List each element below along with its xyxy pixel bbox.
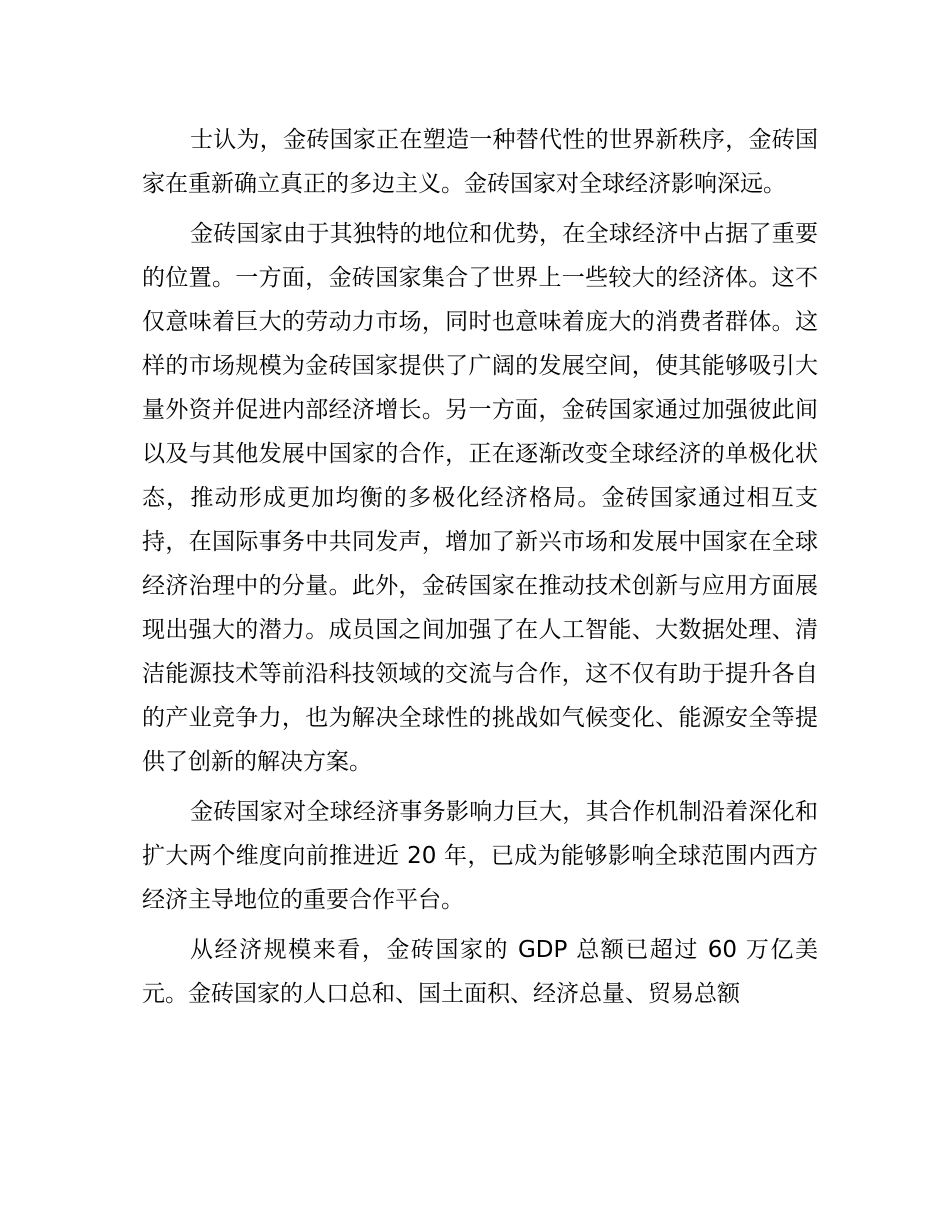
paragraph-1: 士认为，金砖国家正在塑造一种替代性的世界新秩序，金砖国家在重新确立真正的多边主义。金砖国家对全球经济影响深远。 [142, 127, 818, 197]
document-page [142, 118, 818, 1022]
paragraph-4: 从经济规模来看，金砖国家的 GDP 总额已超过 60 万亿美元。金砖国家的人口总和、国土面积、经济总量、贸易总额 [142, 937, 818, 1007]
paragraph-2: 金砖国家由于其独特的地位和优势，在全球经济中占据了重要的位置。一方面，金砖国家集合了世界上一些较大的经济体。这不仅意味着巨大的劳动力市场，同时也意味着庞大的消费者群体。这样的市场规模为金砖国家提供了广阔的发展空间，使其能够吸引大量外资并促进内部经济增长。另一方面，金砖国家通过加强彼此间以及与其他发展中国家的合作，正在逐渐改变全球经济的单极化状态，推动形成更加均衡的多极化经济格局。金砖国家通过相互支持，在国际事务中共同发声，增加了新兴市场和发展中国家在全球经济治理中的分量。此外，金砖国家在推动技术创新与应用方面展现出强大的潜力。成员国之间加强了在人工智能、大数据处理、清洁能源技术等前沿科技领域的交流与合作，这不仅有助于提升各自的产业竞争力，也为解决全球性的挑战如气候变化、能源安全等提供了创新的解决方案。 [142, 221, 818, 775]
paragraph-3: 金砖国家对全球经济事务影响力巨大，其合作机制沿着深化和扩大两个维度向前推进近 20 年，已成为能够影响全球范围内西方经济主导地位的重要合作平台。 [142, 799, 818, 913]
